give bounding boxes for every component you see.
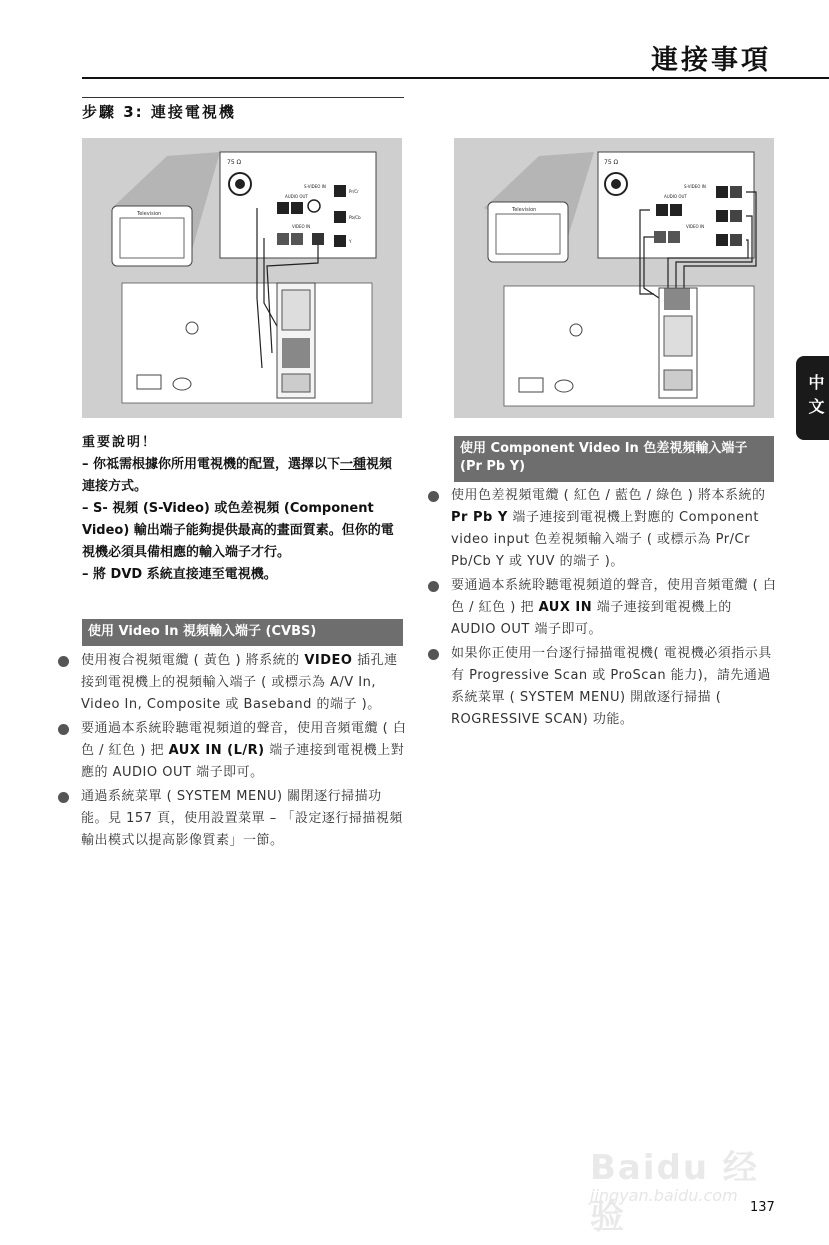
step-rule <box>82 97 404 98</box>
svg-text:AUDIO OUT: AUDIO OUT <box>285 194 308 199</box>
important-notes <box>82 432 404 586</box>
svg-text:75 Ω: 75 Ω <box>227 159 242 166</box>
baidu-watermark <box>590 1120 780 1237</box>
page-title: 連接事項 <box>651 45 771 76</box>
svg-text:S-VIDEO IN: S-VIDEO IN <box>304 184 326 189</box>
svg-text:75 Ω: 75 Ω <box>604 159 619 166</box>
list-item: 使用色差視頻電纜 ( 紅色 / 藍色 / 綠色 ) 將本系統的 Pr Pb Y 端子連接到電視機上對應的 Component video input 色差視頻輸入端子 ( 或標示為 Pr/Cr Pb/Cb Y 或 YUV 的端子 )。 <box>428 485 778 573</box>
svg-text:S-VIDEO IN: S-VIDEO IN <box>684 184 706 189</box>
svg-text:AUDIO OUT: AUDIO OUT <box>664 194 687 199</box>
svg-text:Television: Television <box>512 207 537 213</box>
bullet-dot-icon <box>428 649 439 660</box>
component-section-title: 使用 Component Video In 色差視頻輸入端子 (Pr Pb Y) <box>454 436 774 482</box>
svg-text:Pr/Cr: Pr/Cr <box>349 189 359 194</box>
component-connection-diagram <box>454 138 774 418</box>
list-item: 要通過本系統聆聽電視頻道的聲音，使用音頻電纜 ( 白色 / 紅色 ) 把 AUX IN (L/R) 端子連接到電視機上對應的 AUDIO OUT 端子即可。 <box>58 718 408 784</box>
bullet-dot-icon <box>428 581 439 592</box>
list-item: 要通過本系統聆聽電視頻道的聲音，使用音頻電纜 ( 白色 / 紅色 ) 把 AUX IN 端子連接到電視機上的 AUDIO OUT 端子即可。 <box>428 575 778 641</box>
language-tab-label: 中文 <box>806 374 825 422</box>
header-rule <box>82 77 829 79</box>
cvbs-connection-diagram <box>82 138 402 418</box>
bullet-dot-icon <box>58 792 69 803</box>
svg-text:Y: Y <box>349 239 352 244</box>
watermark-sub: jingyan.baidu.com <box>590 1186 738 1205</box>
cvbs-bullet-list <box>58 650 408 854</box>
note-line-2: – S- 視頻 (S-Video) 或色差視頻 (Component Video) 輸出端子能夠提供最高的畫面質素。但你的電視機必須具備相應的輸入端子才行。 <box>82 501 394 560</box>
tv-brand-text: Television <box>137 211 162 217</box>
svg-text:VIDEO IN: VIDEO IN <box>292 224 311 229</box>
cvbs-section-title: 使用 Video In 視頻輸入端子 (CVBS) <box>82 619 403 646</box>
list-item: 如果你正使用一台逐行掃描電視機( 電視機必須指示具有 Progressive Scan 或 ProScan 能力)，請先通過系統菜單 ( SYSTEM MENU) 開啟逐行掃描 ( ROGRESSIVE SCAN) 功能。 <box>428 643 778 731</box>
page-number: 137 <box>750 1200 775 1215</box>
bullet-dot-icon <box>428 491 439 502</box>
list-item: 通過系統菜單 ( SYSTEM MENU) 關閉逐行掃描功能。見 157 頁，使用設置菜單 – 「設定逐行掃描視頻輸出模式以提高影像質素」一節。 <box>58 786 408 852</box>
bullet-dot-icon <box>58 724 69 735</box>
step-title: 步驟 3: 連接電視機 <box>82 103 236 121</box>
language-tab[interactable] <box>796 356 829 440</box>
watermark-main: Baidu 经验 <box>590 1148 759 1237</box>
component-bullet-list <box>428 485 778 733</box>
notes-title: 重要說明！ <box>82 435 158 450</box>
bullet-dot-icon <box>58 656 69 667</box>
svg-text:Pb/Cb: Pb/Cb <box>349 215 361 220</box>
svg-text:VIDEO IN: VIDEO IN <box>686 224 705 229</box>
note-line-1: – 你祗需根據你所用電視機的配置，選擇以下一種視頻連接方式。 <box>82 457 393 494</box>
list-item: 使用複合視頻電纜 ( 黃色 ) 將系統的 VIDEO 插孔連接到電視機上的視頻輸入端子 ( 或標示為 A/V In, Video In, Composite 或 Baseband 的端子 )。 <box>58 650 408 716</box>
note-line-3: – 將 DVD 系統直接連至電視機。 <box>82 567 277 582</box>
